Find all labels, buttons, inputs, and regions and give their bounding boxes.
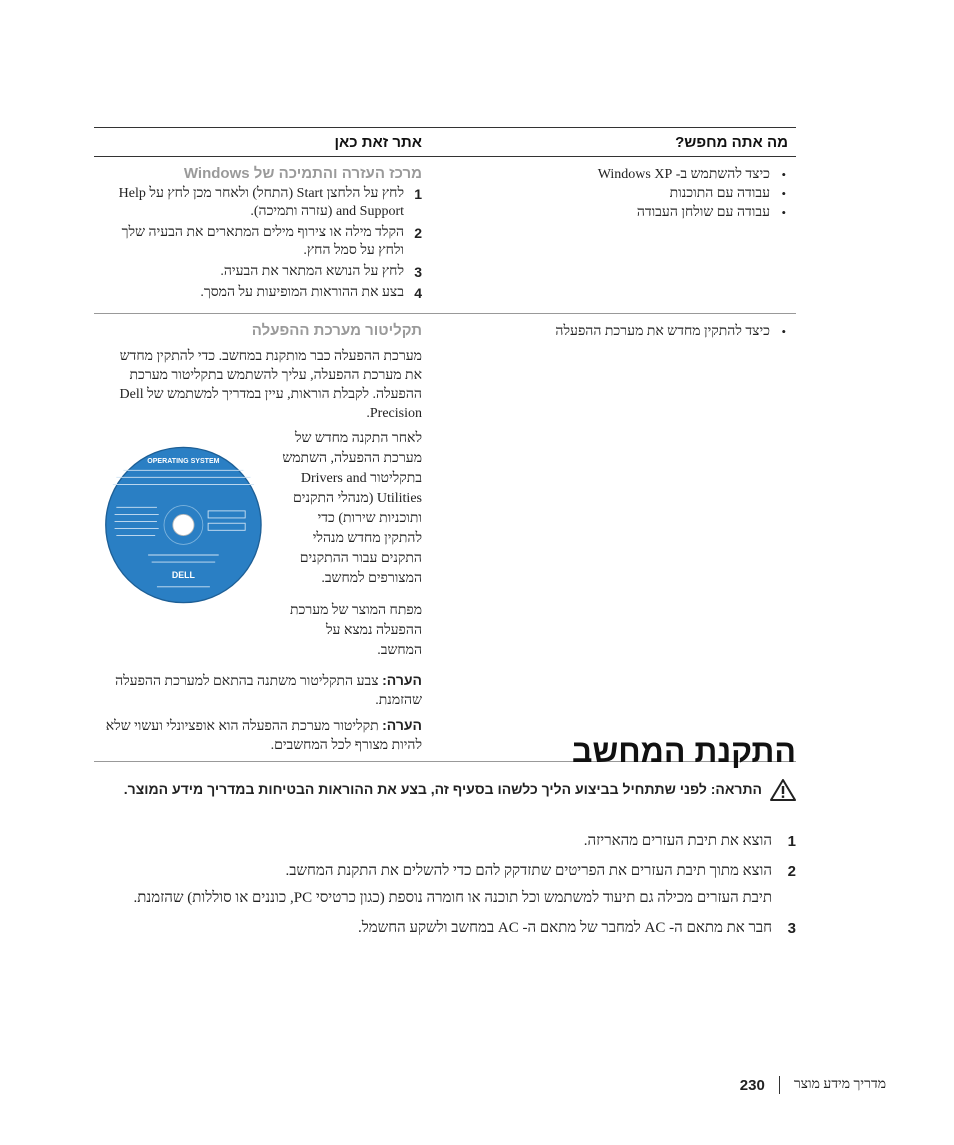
table-row [94, 314, 796, 762]
table-header-how: אתר זאת כאן [334, 133, 422, 151]
list-item: 3 לחץ על הנושא המתאר את הבעיה. [220, 264, 422, 280]
list-item: • כיצד להשתמש ב- Windows XP [432, 165, 788, 184]
info-table [94, 127, 796, 762]
row1-what-list [432, 165, 788, 222]
cd-description [281, 429, 422, 661]
warning-triangle-icon [770, 779, 796, 801]
footer-divider [779, 1076, 780, 1094]
row2-what-cell [430, 322, 796, 755]
row2-how-cell [94, 322, 430, 755]
caution-text: התראה: לפני שתתחיל בביצוע הליך כלשהו בסעיף זה, בצע את ההוראות הבטיחות במדריך מידע המוצר. [123, 781, 762, 797]
list-item: • כיצד להתקין מחדש את מערכת ההפעלה [432, 322, 788, 341]
caution-block [96, 779, 796, 800]
page-footer [740, 1076, 886, 1094]
table-row [94, 157, 796, 314]
list-item: 1 הוצא את תיבת העזרים מהאריזה. [583, 833, 796, 850]
list-item: • עבודה עם שולחן העבודה [432, 203, 788, 222]
note-disc-optional: הערה: תקליטור מערכת ההפעלה הוא אופציונלי ועשוי שלא להיות מצורף לכל המחשבים. [105, 717, 422, 753]
help-center-subhead: מרכז העזרה והתמיכה של Windows [183, 165, 422, 182]
install-steps [96, 831, 796, 948]
list-item: 4 בצע את ההוראות המופיעות על המסך. [200, 285, 422, 301]
cd-text-product-key: מפתח המוצר של מערכת ההפעלה נמצא על המחשב. [289, 603, 422, 658]
list-item: 2 הוצא מתוך תיבת העזרים את הפריטים שתזדקק להם כדי להשלים את התקנת המחשב. [285, 863, 796, 880]
row2-what-list [432, 322, 788, 341]
footer-guide-title: מדריך מידע מוצר [793, 1077, 886, 1092]
table-header-row [94, 128, 796, 157]
list-item: 1 לחץ על הלחצן Start (התחל) ולאחר מכן לחץ על Help and Support (עזרה ותמיכה). [118, 186, 422, 219]
cd-text-reinstall: לאחר התקנה מחדש של מערכת ההפעלה, השתמש בתקליטור Drivers and Utilities (מנהלי התקנים ותוכניות שירות) כדי להתקין מחדש מנהלי התקנים עבור ההתקנים המצורפים למחשב. [282, 431, 422, 586]
table-header-what: מה אתה מחפש? [675, 133, 788, 151]
step-continuation: תיבת העזרים מכילה גם תיעוד למשתמש וכל תוכנה או חומרה נוספת (כגון כרטיסי PC, כוננים או סוללות) שהזמנת. [133, 890, 772, 906]
cd-label-top: OPERATING SYSTEM [147, 458, 220, 466]
os-cd-paragraph: מערכת ההפעלה כבר מותקנת במחשב. כדי להתקין מחדש את מערכת ההפעלה, עליך להשתמש בתקליטור מערכת ההפעלה. לקבלת הוראות, עיין במדריך למשתמש של Dell Precision. [119, 349, 422, 421]
cd-disc-image [104, 435, 263, 615]
page-number: 230 [739, 1076, 765, 1094]
cd-area [104, 429, 422, 661]
page-title: התקנת המחשב [571, 733, 796, 769]
list-item: 3 חבר את מתאם ה- AC למחבר של מתאם ה- AC במחשב ולשקע החשמל. [357, 920, 796, 937]
row1-how-cell [94, 165, 430, 305]
help-center-steps [104, 185, 422, 302]
os-cd-subhead: תקליטור מערכת ההפעלה [251, 322, 422, 339]
row1-what-cell [430, 165, 796, 305]
dell-logo: DELL [171, 569, 195, 580]
note-disc-color: הערה: צבע התקליטור משתנה בהתאם למערכת ההפעלה שהזמנת. [115, 672, 422, 708]
list-item: 2 הקלד מילה או צירוף מילים המתארים את הבעיה שלך ולחץ על סמל החץ. [121, 225, 422, 258]
list-item: • עבודה עם התוכנות [432, 184, 788, 203]
